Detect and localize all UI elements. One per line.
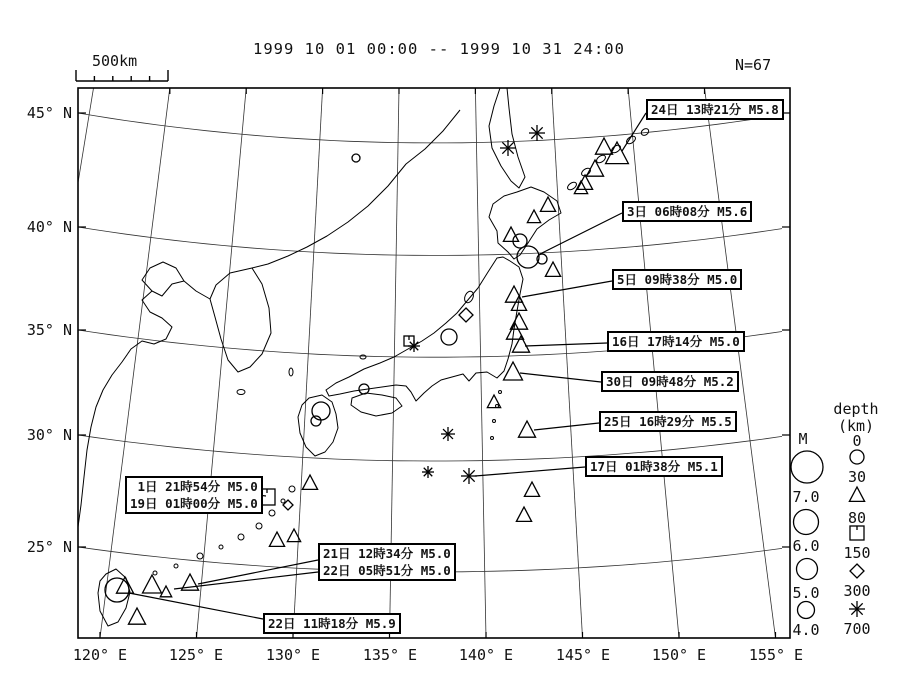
magnitude-circle: [794, 510, 819, 535]
depth-tick-0: 0: [852, 432, 862, 450]
marker-triangle: [516, 507, 531, 521]
lon-label-130e: 130° E: [265, 646, 321, 664]
scale-bar: [76, 70, 168, 81]
lon-label-150e: 150° E: [651, 646, 707, 664]
leader-line: [520, 373, 601, 382]
marker-diamond: [459, 308, 473, 322]
marker-asterisk: [529, 125, 545, 141]
leader-line: [534, 423, 599, 430]
leader-line: [522, 281, 612, 297]
meridian-line: [475, 88, 486, 638]
event-label: [318, 543, 456, 581]
lon-label-155e: 155° E: [748, 646, 804, 664]
marker-triangle: [143, 575, 162, 593]
lon-label-140e: 140° E: [458, 646, 514, 664]
marker-triangle: [503, 227, 518, 241]
parallel-line: [78, 227, 782, 255]
event-label: [622, 201, 752, 222]
event-label-line: 1日 21時54分 M5.0: [130, 479, 258, 494]
depth-tick-150: 150: [843, 544, 871, 562]
event-label: [607, 331, 745, 352]
leader-line: [540, 213, 622, 254]
event-label: [646, 99, 784, 120]
marker-triangle: [595, 138, 612, 154]
depth-symbol-asterisk: [849, 601, 865, 617]
lon-label-135e: 135° E: [362, 646, 418, 664]
depth-legend-unit: (km): [837, 417, 875, 435]
lon-label-120e: 120° E: [72, 646, 128, 664]
meridian-line: [552, 88, 583, 638]
event-label-line: 24日 13時21分 M5.8: [651, 102, 779, 117]
magnitude-circle: [798, 602, 815, 619]
lat-label-40n: 40° N: [26, 218, 72, 236]
marker-asterisk: [461, 468, 477, 484]
event-label-line: 5日 09時38分 M5.0: [617, 272, 738, 287]
marker-triangle: [527, 210, 540, 223]
marker-triangle: [269, 532, 284, 546]
scale-bar-label: 500km: [92, 52, 138, 70]
marker-asterisk: [422, 466, 434, 478]
m-label-60: 6.0: [792, 537, 820, 555]
marker-circle: [311, 416, 321, 426]
event-label: [263, 613, 401, 634]
depth-tick-300: 300: [843, 582, 871, 600]
lat-label-25n: 25° N: [26, 538, 72, 556]
depth-tick-80: 80: [847, 509, 867, 527]
depth-tick-700: 700: [843, 620, 871, 638]
map-title: 1999 10 01 00:00 -- 1999 10 31 24:00: [253, 40, 625, 58]
leader-line: [198, 560, 318, 584]
depth-symbol-circle: [850, 450, 864, 464]
marker-triangle: [540, 197, 555, 211]
meridian-line: [628, 88, 679, 638]
magnitude-legend-header: M: [798, 430, 808, 448]
depth-symbol-square: [850, 526, 864, 540]
event-label-line: 3日 06時08分 M5.6: [627, 204, 748, 219]
event-label-line: 19日 01時00分 M5.0: [130, 496, 258, 511]
event-label: [585, 456, 723, 477]
marker-asterisk: [408, 340, 420, 352]
depth-legend-header: depth: [833, 400, 879, 418]
marker-triangle: [512, 336, 529, 352]
leader-line: [475, 467, 585, 476]
event-label-line: 30日 09時48分 M5.2: [606, 374, 734, 389]
lon-label-145e: 145° E: [555, 646, 611, 664]
meridian-line: [100, 88, 170, 638]
marker-asterisk: [441, 427, 455, 441]
depth-symbol-triangle: [849, 487, 864, 501]
marker-triangle: [518, 421, 535, 437]
lat-label-35n: 35° N: [26, 321, 72, 339]
marker-circle: [441, 329, 457, 345]
lon-label-125e: 125° E: [168, 646, 224, 664]
event-label: [612, 269, 742, 290]
marker-triangle: [128, 608, 145, 624]
magnitude-circle: [791, 451, 823, 483]
event-label: [125, 476, 263, 514]
event-label: [599, 411, 737, 432]
m-label-40: 4.0: [792, 621, 820, 639]
marker-circle: [517, 246, 539, 268]
marker-circle: [352, 154, 360, 162]
leader-line: [622, 113, 646, 151]
event-label-line: 22日 05時51分 M5.0: [323, 563, 451, 578]
event-label-line: 25日 16時29分 M5.5: [604, 414, 732, 429]
depth-tick-30: 30: [847, 468, 867, 486]
marker-asterisk: [500, 140, 516, 156]
leader-line: [129, 593, 263, 619]
event-label: [601, 371, 739, 392]
meridian-line: [197, 88, 247, 638]
marker-triangle: [524, 482, 539, 496]
event-label-line: 16日 17時14分 M5.0: [612, 334, 740, 349]
marker-triangle: [302, 475, 317, 489]
event-label-line: 17日 01時38分 M5.1: [590, 459, 718, 474]
event-label-line: 21日 12時34分 M5.0: [323, 546, 451, 561]
m-label-50: 5.0: [792, 584, 820, 602]
lat-label-30n: 30° N: [26, 426, 72, 444]
marker-circle: [312, 402, 330, 420]
depth-symbol-diamond: [850, 564, 864, 578]
marker-triangle: [545, 262, 560, 276]
m-label-70: 7.0: [792, 488, 820, 506]
marker-triangle: [116, 577, 133, 593]
marker-triangle: [160, 586, 171, 597]
meridian-line: [705, 88, 776, 638]
event-count: N=67: [735, 56, 772, 74]
marker-circle: [105, 578, 129, 602]
event-label-line: 22日 11時18分 M5.9: [268, 616, 396, 631]
magnitude-circle: [797, 559, 818, 580]
lat-label-45n: 45° N: [26, 104, 72, 122]
